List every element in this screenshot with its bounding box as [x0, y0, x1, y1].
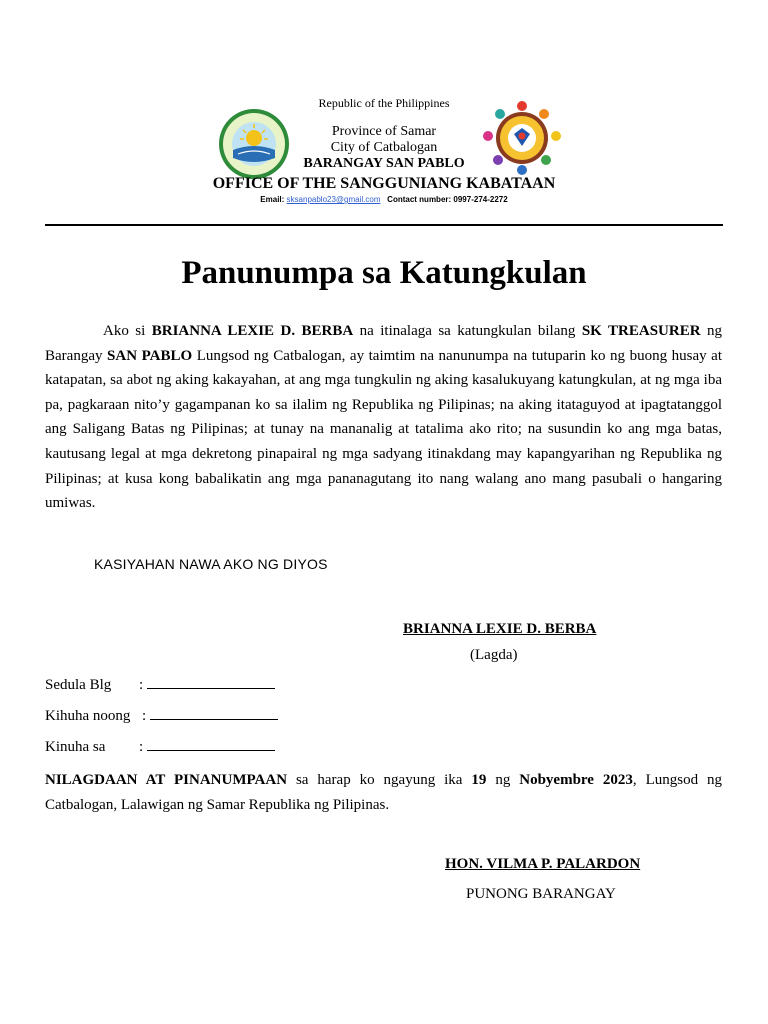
header-province: Province of Samar — [331, 124, 437, 139]
signatory-role: (Lagda) — [470, 647, 518, 663]
header-divider — [45, 224, 723, 226]
email-link[interactable]: sksanpablo23@gmail.com — [286, 195, 381, 204]
sedula-field — [45, 677, 275, 694]
kinuha-blank-line[interactable] — [147, 740, 275, 751]
oath-barangay: SAN PABLO — [107, 347, 193, 364]
oath-text-1: Ako si — [103, 323, 152, 339]
official-title: PUNONG BARANGAY — [466, 886, 616, 902]
oath-text-2: na itinalaga sa katungkulan bilang — [353, 323, 582, 339]
oath-text-3: ng Barangay — [45, 323, 722, 364]
sedula-blank-line[interactable] — [147, 678, 275, 689]
oath-paragraph — [45, 319, 722, 516]
header-barangay: BARANGAY SAN PABLO — [303, 156, 465, 171]
header-republic: Republic of the Philippines — [318, 96, 450, 110]
kihuha-field — [45, 708, 278, 725]
oath-text-4: Lungsod ng Catbalogan, ay taimtim na nanunumpa na tutuparin ko ng buong husay at katapatan, sa abot ng aking kakayahan, at ang mga tungkulin ng aking kasalukuyang katungkulan, at ng mga iba pa, pagkaraan nito’y gagampanan ko sa ilalim ng Republika ng Pilipinas; na aking itataguyod at ipagtatanggol ang Saligang Batas ng Pilipinas; at tunay na mananalig at tatalima ako rito; na susundin ko ang mga batas, kautusang legal at mga dekretong pinapairal ng mga sadyang itinakdang may kapangyarihan ng Republika ng Pilipinas; at kusa kong babalikatin ang mga pananagutang ito nang walang ano mang pasubali o hangaring umiwas. — [45, 347, 722, 512]
header-contact-line — [0, 195, 768, 204]
sworn-text-3: , Lungsod ng Catbalogan, Lalawigan ng Samar Republika ng Pilipinas. — [45, 772, 723, 813]
sworn-text-1: sa harap ko ngayung ika — [287, 772, 472, 788]
sedula-colon: : — [139, 677, 144, 693]
oath-name: BRIANNA LEXIE D. BERBA — [151, 323, 354, 339]
header-city: City of Catbalogan — [330, 140, 438, 155]
official-name: HON. VILMA P. PALARDON — [445, 856, 641, 872]
contact-number: 0997-274-2272 — [453, 195, 508, 204]
kihuha-blank-line[interactable] — [150, 709, 278, 720]
contact-label: Contact number: — [387, 195, 452, 204]
sedula-label: Sedula Blg — [45, 677, 112, 693]
blessing-line: KASIYAHAN NAWA AKO NG DIYOS — [94, 556, 328, 572]
email-label: Email: — [260, 195, 285, 204]
header-office: OFFICE OF THE SANGGUNIANG KABATAAN — [212, 175, 556, 192]
kihuha-label: Kihuha noong — [45, 708, 131, 724]
sworn-date: Nobyembre 2023 — [519, 772, 633, 788]
oath-position: SK TREASURER — [581, 323, 701, 339]
kinuha-label: Kinuha sa — [45, 739, 106, 755]
sworn-day: 19 — [471, 772, 487, 788]
kinuha-colon: : — [139, 739, 144, 755]
page-title: Panunumpa sa Katungkulan — [181, 255, 587, 291]
sworn-paragraph — [45, 768, 722, 818]
sworn-lead: NILAGDAAN AT PINANUMPAAN — [45, 772, 288, 788]
signatory-name: BRIANNA LEXIE D. BERBA — [403, 621, 597, 637]
kihuha-colon: : — [142, 708, 147, 724]
sworn-text-2: ng — [486, 772, 520, 788]
kinuha-field — [45, 739, 275, 756]
